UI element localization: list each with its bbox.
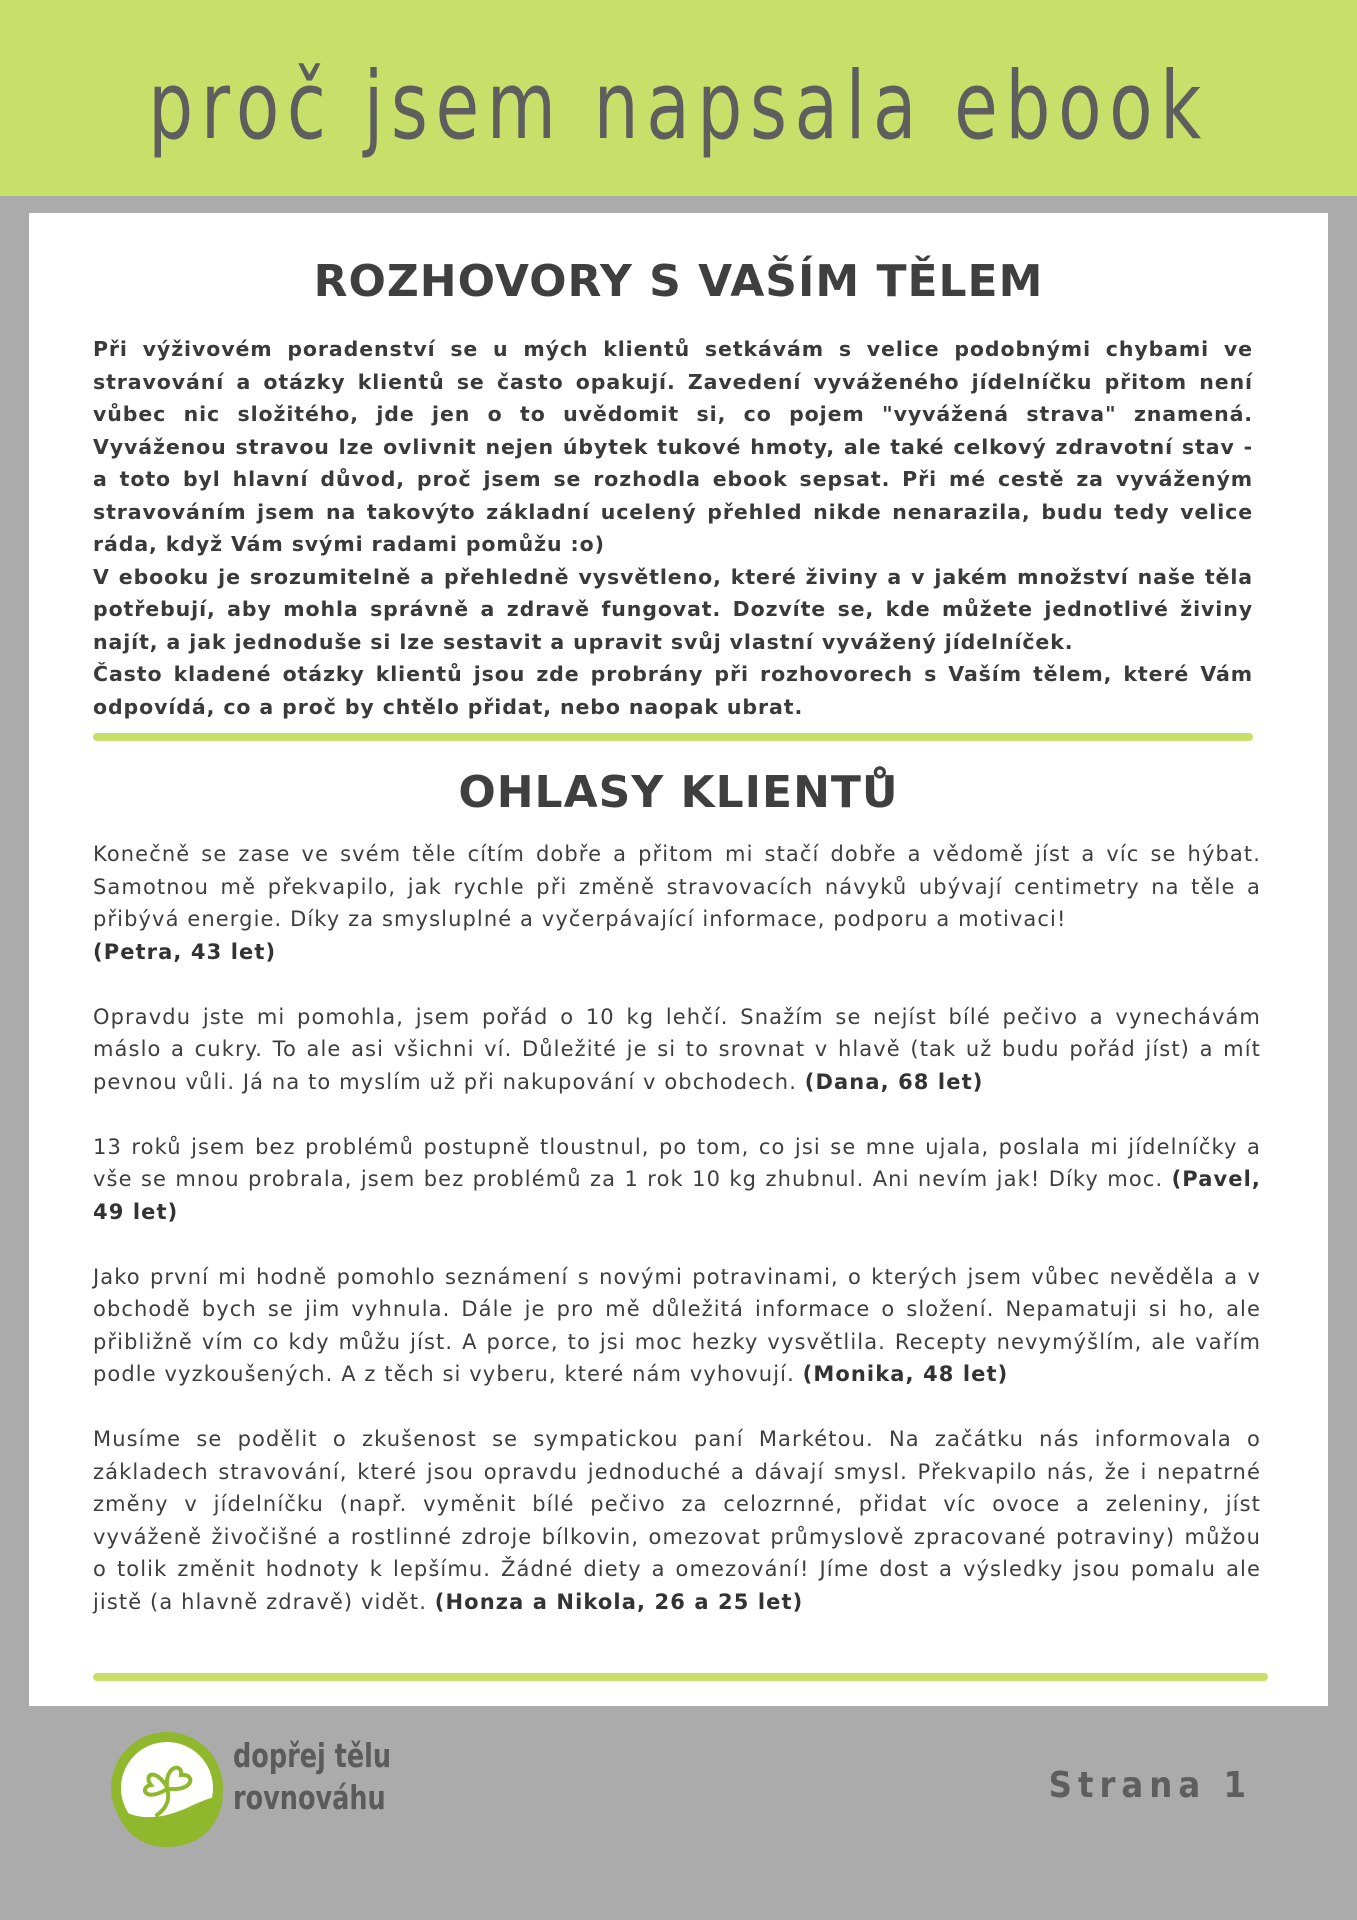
page-title: proč jsem napsala ebook bbox=[148, 52, 1209, 161]
page-number: Strana 1 bbox=[1048, 1765, 1252, 1806]
intro-paragraph: V ebooku je srozumitelně a přehledně vysvětleno, které živiny a v jakém množství naše těla potřebují, aby mohla správně a zdravě fungovat. Dozvíte se, kde můžete jednotlivé živiny najít, a jak jednoduše si lze sestavit a upravit svůj vlastní vyvážený jídelníček. bbox=[93, 564, 1253, 654]
review-item bbox=[93, 1131, 1261, 1229]
clover-leaf-icon bbox=[109, 1713, 227, 1863]
review-author: (Pavel, 49 let) bbox=[93, 1167, 1261, 1224]
review-text: Konečně se zase ve svém těle cítím dobře a přitom mi stačí dobře a vědomě jíst a víc se hýbat. Samotnou mě překvapilo, jak rychle při změně stravovacích návyků ubývají centimetry na těle a přibývá energie. Díky za smysluplné a vyčerpávající informace, podporu a motivaci! bbox=[93, 842, 1261, 931]
brand-logo bbox=[109, 1713, 429, 1863]
review-author: (Monika, 48 let) bbox=[802, 1362, 1009, 1386]
section-title-ohlasy: OHLASY KLIENTŮ bbox=[458, 767, 899, 818]
brand-line-2: rovnováhu bbox=[233, 1778, 386, 1817]
content-card bbox=[29, 213, 1328, 1706]
review-author: (Honza a Nikola, 26 a 25 let) bbox=[434, 1589, 804, 1614]
review-author: (Petra, 43 let) bbox=[93, 939, 277, 964]
review-item bbox=[93, 1423, 1261, 1618]
review-text: Jako první mi hodně pomohlo seznámení s novými potravinami, o kterých jsem vůbec nevěděla a v obchodě bych se jim vyhnula. Dále je pro mě důležitá informace o složení. Nepamatuji si ho, ale přibližně vím co kdy můžu jíst. A porce, to jsi moc hezky vysvětlila. Recepty nevymýšlím, ale vařím podle vyzkoušených. A z těch si vyberu, které nám vyhovují. bbox=[93, 1264, 1261, 1386]
section-divider bbox=[93, 733, 1253, 741]
review-item bbox=[93, 1261, 1261, 1391]
section-title-rozhovory: ROZHOVORY S VAŠÍM TĚLEM bbox=[313, 256, 1044, 307]
section-divider-bottom bbox=[93, 1673, 1268, 1681]
review-text: Musíme se podělit o zkušenost se sympatickou paní Markétou. Na začátku nás informovala o základech stravování, které jsou opravdu jednoduché a dávají smysl. Překvapilo nás, že i nepatrné změny v jídelníčku (např. vyměnit bílé pečivo za celozrnné, přidat víc ovoce a zeleniny, jíst vyváženě živočišné a rostlinné zdroje bílkovin, omezovat průmyslově zpracované potraviny) můžou o tolik změnit hodnoty k lepšímu. Žádné diety a omezování! Jíme dost a výsledky jsou pomalu ale jistě (a hlavně zdravě) vidět. bbox=[93, 1427, 1261, 1614]
review-author: (Dana, 68 let) bbox=[804, 1069, 984, 1094]
review-item bbox=[93, 1001, 1261, 1099]
intro-text bbox=[93, 333, 1253, 723]
review-text: 13 roků jsem bez problémů postupně tloustnul, po tom, co jsi se mne ujala, poslala mi jídelníčky a vše se mnou probrala, jsem bez problémů za 1 rok 10 kg zhubnul. Ani nevím jak! Díky moc. bbox=[93, 1134, 1261, 1191]
brand-name bbox=[233, 1735, 417, 1819]
intro-paragraph: Při výživovém poradenství se u mých klientů setkávám s velice podobnými chybami ve stravování a otázky klientů se často opakují. Zavedení vyváženého jídelníčku přitom není vůbec nic složitého, jde jen o to uvědomit si, co pojem "vyvážená strava" znamená. Vyváženou stravou lze ovlivnit nejen úbytek tukové hmoty, ale také celkový zdravotní stav - a toto byl hlavní důvod, proč jsem se rozhodla ebook sepsat. Při mé cestě za vyváženým stravováním jsem na takovýto základní ucelený přehled nikde nenarazila, budu tedy velice ráda, když Vám svými radami pomůžu :o) bbox=[93, 337, 1253, 556]
header-banner bbox=[0, 0, 1357, 196]
intro-paragraph: Často kladené otázky klientů jsou zde probrány při rozhovorech s Vaším tělem, které Vám odpovídá, co a proč by chtělo přidat, nebo naopak ubrat. bbox=[93, 662, 1253, 719]
review-item bbox=[93, 838, 1261, 968]
reviews-list bbox=[93, 838, 1261, 1651]
review-text: Opravdu jste mi pomohla, jsem pořád o 10 kg lehčí. Snažím se nejíst bílé pečivo a vynechávám máslo a cukry. To ale asi všichni ví. Důležité je si to srovnat v hlavě (tak už budu pořád jíst) a mít pevnou vůli. Já na to myslím už při nakupování v obchodech. bbox=[93, 1004, 1261, 1094]
brand-line-1: dopřej tělu bbox=[233, 1736, 392, 1775]
